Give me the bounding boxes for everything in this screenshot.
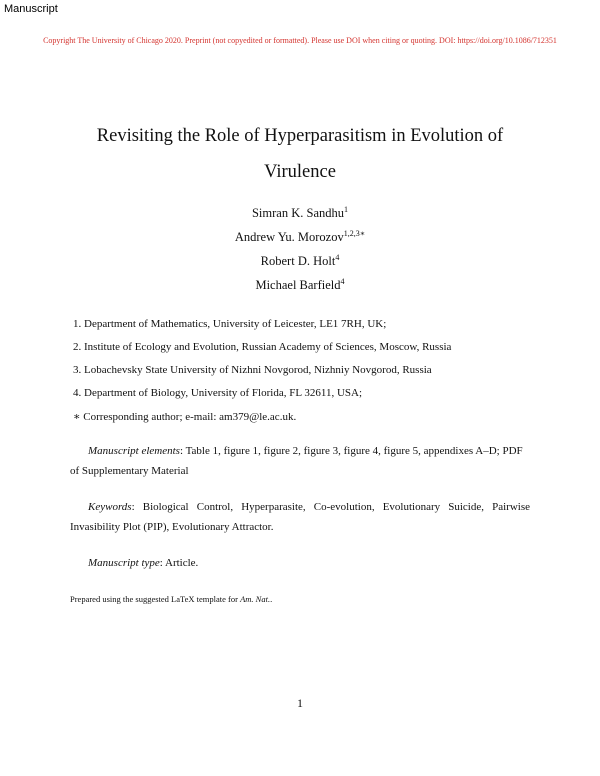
author-1 (0, 205, 600, 221)
affiliation-3: 3. Lobachevsky State University of Nizhni Novgorod, Nizhniy Novgorod, Russia (73, 364, 432, 376)
manuscript-type: Manuscript type: Article. (70, 553, 530, 573)
note-middle: template for (194, 594, 241, 604)
corresponding-author: ∗ Corresponding author; e-mail: am379@le.ac.uk. (73, 411, 297, 423)
author-affiliation-marker: 1 (344, 205, 348, 214)
author-name: Michael Barfield (255, 278, 341, 292)
latex-logo: LaTeX (171, 594, 195, 604)
keywords: Keywords: Biological Control, Hyperparasite, Co-evolution, Evolutionary Suicide, Pairwise Invasibility Plot (PIP), Evolutionary Attractor. (70, 501, 530, 533)
author-4 (0, 277, 600, 293)
journal-name: Am. Nat. (240, 594, 271, 604)
author-name: Simran K. Sandhu (251, 206, 344, 220)
template-note: Prepared using the suggested LaTeX template for Am. Nat.. (70, 594, 273, 604)
manuscript-elements-text: Table 1, figure 1, figure 2, figure 3, figure 4, figure 5, appendixes A–D; PDF of Supplementary Material (70, 445, 523, 477)
manuscript-elements: Manuscript elements: Table 1, figure 1, figure 2, figure 3, figure 4, figure 5, appendixes A–D; PDF of Supplementary Material (70, 445, 523, 477)
affiliation-1: 1. Department of Mathematics, University of Leicester, LE1 7RH, UK; (73, 318, 387, 330)
note-prefix: Prepared using the suggested (70, 594, 172, 604)
author-affiliation-marker: 4 (340, 277, 345, 286)
manuscript-label: Manuscript (4, 3, 58, 15)
title-line-1: Revisiting the Role of Hyperparasitism in Evolution of (96, 126, 504, 146)
author-3 (0, 253, 600, 269)
author-name: Andrew Yu. Morozov (234, 230, 344, 244)
manuscript-type-label: Manuscript type (88, 557, 160, 569)
author-affiliation-marker: 4 (335, 253, 340, 262)
author-name: Robert D. Holt (260, 254, 336, 268)
manuscript-elements-label: Manuscript elements (88, 445, 180, 457)
copyright-notice: Copyright The University of Chicago 2020. Preprint (not copyedited or formatted). Please use DOI when citing or quoting. DOI: https://doi.org/10.1086/712351 (43, 36, 557, 45)
keywords-text: Biological Control, Hyperparasite, Co-evolution, Evolutionary Suicide, Pairwise Invasibility Plot (PIP), Evolutionary Attractor. (70, 501, 530, 533)
author-affiliation-marker: 1,2,3∗ (343, 229, 366, 238)
page-number: 1 (297, 696, 303, 710)
affiliation-4: 4. Department of Biology, University of Florida, FL 32611, USA; (73, 387, 363, 399)
manuscript-type-text: Article. (165, 557, 199, 569)
paper-title (40, 118, 560, 190)
keywords-label: Keywords (88, 501, 132, 513)
affiliation-2: 2. Institute of Ecology and Evolution, Russian Academy of Sciences, Moscow, Russia (73, 341, 452, 353)
title-line-2: Virulence (264, 162, 336, 182)
author-2 (0, 229, 600, 245)
